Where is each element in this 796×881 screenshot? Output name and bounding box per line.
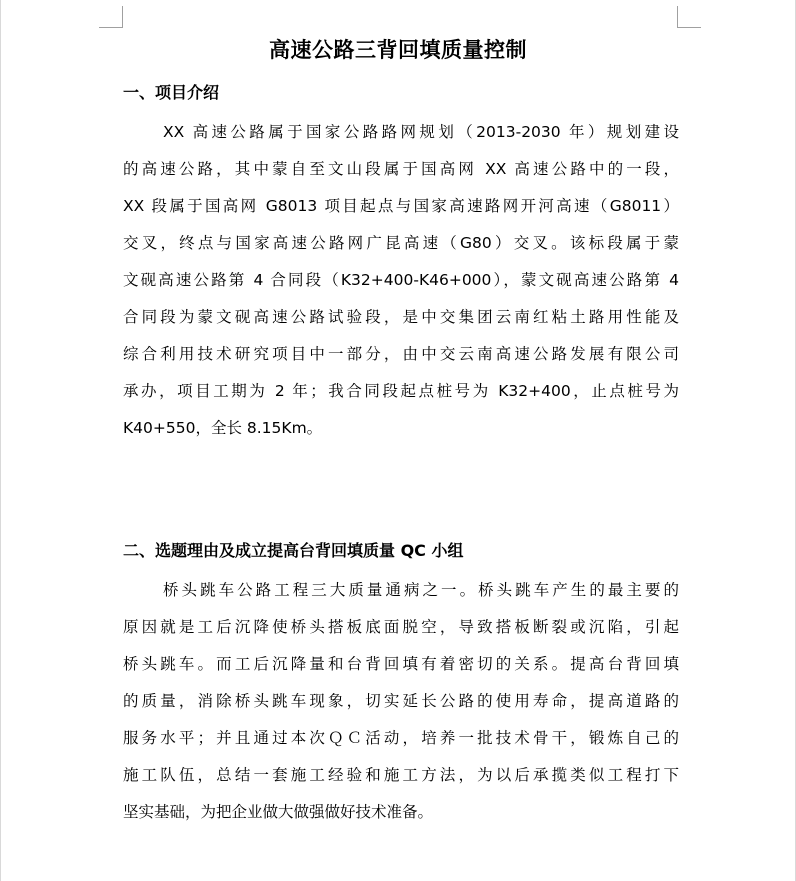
paragraph-line: 桥头跳车公路工程三大质量通病之一。桥头跳车产生的最主要的 (163, 581, 679, 599)
paragraph-line: 原因就是工后沉降使桥头搭板底面脱空，导致搭板断裂或沉陷，引起 (123, 618, 679, 636)
paragraph-line: K40+550，全长 8.15Km。 (123, 419, 323, 437)
paragraph-line: 文砚高速公路第 4 合同段（K32+400-K46+000），蒙文砚高速公路第 4 (123, 271, 679, 289)
document-title: 高速公路三背回填质量控制 (269, 38, 527, 62)
paragraph-line: 交叉，终点与国家高速公路网广昆高速（G80）交叉。该标段属于蒙 (123, 234, 679, 252)
section-paragraph-topic-reason (123, 572, 679, 831)
crop-mark-top-left (122, 6, 123, 28)
paragraph-line: 的高速公路，其中蒙自至文山段属于国高网 XX 高速公路中的一段， (123, 160, 679, 178)
section-paragraph-project-intro (123, 114, 679, 447)
crop-mark-top-right (677, 6, 678, 28)
paragraph-line: 施工队伍，总结一套施工经验和施工方法，为以后承揽类似工程打下 (123, 766, 679, 784)
paragraph-line: 服务水平；并且通过本次ＱＣ活动，培养一批技术骨干，锻炼自己的 (123, 729, 679, 747)
paragraph-line: 坚实基础，为把企业做大做强做好技术准备。 (123, 803, 434, 821)
paragraph-line: 合同段为蒙文砚高速公路试验段，是中交集团云南红粘土路用性能及 (123, 308, 679, 326)
crop-mark-top-left (99, 27, 123, 28)
paragraph-line: 的质量，消除桥头跳车现象，切实延长公路的使用寿命，提高道路的 (123, 692, 679, 710)
crop-mark-top-right (677, 27, 701, 28)
paragraph-line: XX 高速公路属于国家公路路网规划（2013-2030 年）规划建设 (163, 123, 679, 141)
paragraph-line: XX 段属于国高网 G8013 项目起点与国家高速路网开河高速（G8011） (123, 197, 679, 215)
paragraph-line: 桥头跳车。而工后沉降量和台背回填有着密切的关系。提高台背回填 (123, 655, 679, 673)
section-heading-project-intro: 一、项目介绍 (123, 83, 220, 102)
section-heading-topic-reason: 二、选题理由及成立提高台背回填质量 QC 小组 (123, 541, 464, 560)
paragraph-line: 综合利用技术研究项目中一部分，由中交云南高速公路发展有限公司 (123, 345, 679, 363)
paragraph-line: 承办，项目工期为 2 年；我合同段起点桩号为 K32+400，止点桩号为 (123, 382, 679, 400)
